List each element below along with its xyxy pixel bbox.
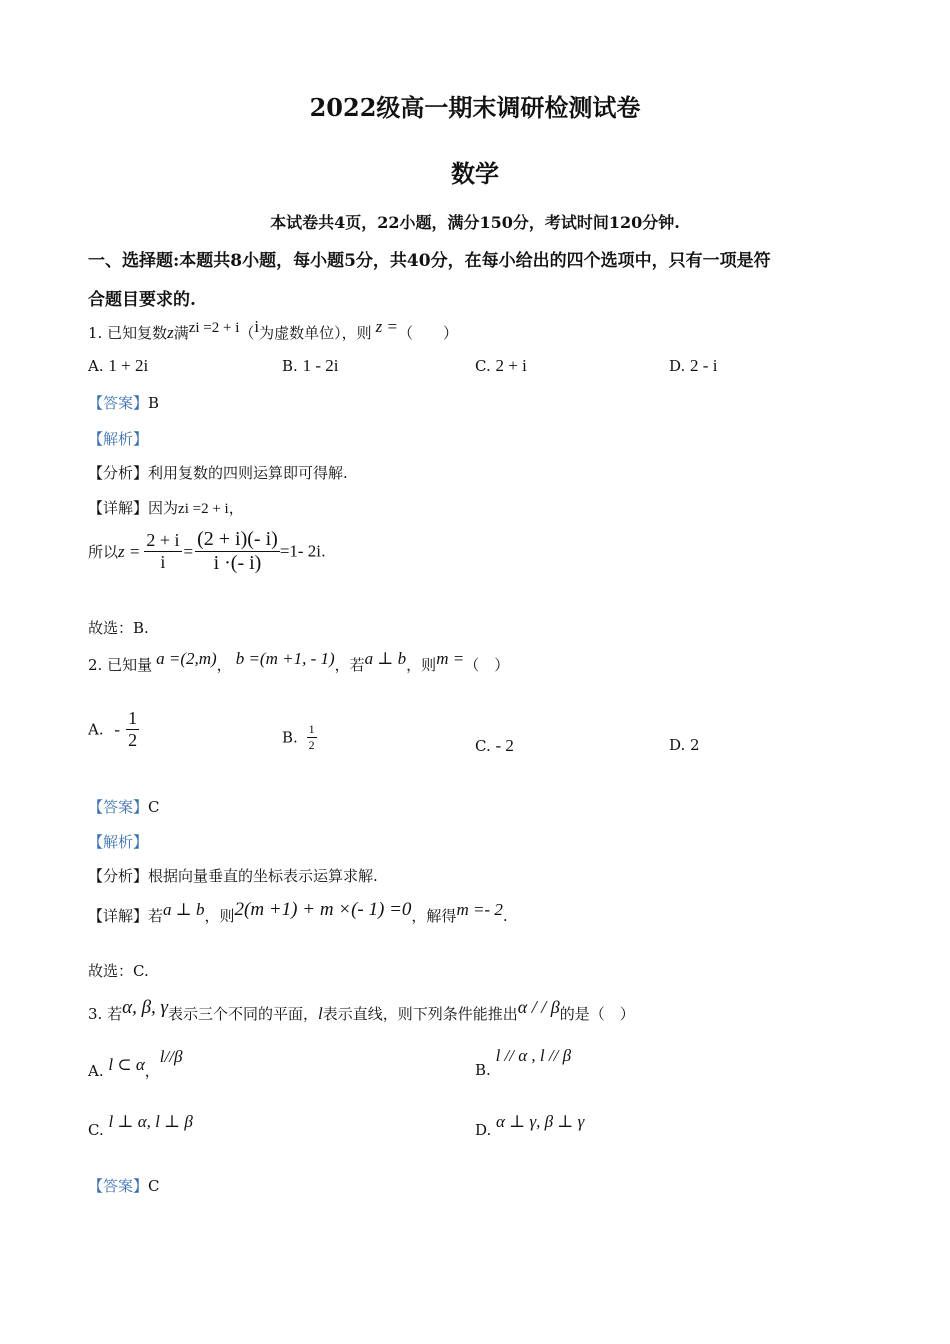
q3-stem-d: 的是（ ） <box>559 1005 635 1023</box>
q2-option-c <box>475 736 514 756</box>
q3-option-b <box>475 1046 572 1080</box>
q3-line-l: l <box>318 1004 323 1023</box>
q2-option-b-den: 2 <box>308 738 315 752</box>
q2-period: . <box>502 907 508 925</box>
q2-option-b <box>282 722 317 753</box>
q3-option-a <box>88 1047 183 1081</box>
q1-fraction-1-den: i <box>144 551 181 573</box>
q2-answer-tag: 【答案】 <box>88 798 149 816</box>
q3-option-c-value: l ⊥ α, l ⊥ β <box>108 1112 193 1131</box>
q1-solution-line <box>88 528 326 575</box>
q2-analysis-tag: 【解析】 <box>88 833 149 851</box>
q2-answer <box>88 796 160 817</box>
q2-option-c-label: C. <box>475 737 491 755</box>
q2-detail-c: ，解得 <box>411 907 457 925</box>
q2-detail-result: m =- 2 <box>456 900 503 919</box>
q2-comma: ， <box>216 656 232 674</box>
q1-eq-sign: = <box>183 541 194 561</box>
q1-fraction-2-den: i ·(- i) <box>195 551 280 575</box>
q1-equation: zi =2 + i <box>188 320 240 336</box>
q1-option-c-label: C. <box>475 357 491 375</box>
q2-fenxi-tag: 【分析】 <box>88 867 149 885</box>
q2-detail-perp: a ⊥ b <box>163 900 205 919</box>
q3-stem-c: 表示直线，则下列条件能推出 <box>322 1005 518 1023</box>
q2-stem-c: ，则 <box>406 656 437 674</box>
q1-fenxi-text: 利用复数的四则运算即可得解. <box>148 464 348 482</box>
q1-fenxi-tag: 【分析】 <box>88 464 149 482</box>
q1-answer-tag: 【答案】 <box>88 394 149 412</box>
q2-answer-value: C <box>148 798 160 816</box>
subject-title: 数学 <box>451 159 499 188</box>
q2-ask: m = <box>436 649 465 668</box>
q3-stem-a: 3. 若 <box>88 1005 123 1023</box>
q2-detail-eq: 2(m +1) + m ×(- 1) =0 <box>234 899 412 920</box>
q1-detail-b: ， <box>228 499 244 517</box>
q1-fraction-2-num: (2 + i)(- i) <box>197 528 278 550</box>
q1-fraction-1-num: 2 + i <box>146 530 180 550</box>
q2-stem <box>88 649 510 675</box>
q3-option-d-value: α ⊥ γ, β ⊥ γ <box>496 1112 585 1131</box>
q2-option-a-num: 1 <box>128 708 138 728</box>
q1-detail-a: 因为 <box>148 499 179 517</box>
q1-stem-b: 满 <box>173 324 189 342</box>
q1-option-d-label: D. <box>669 357 686 375</box>
q2-option-a-den: 2 <box>128 730 138 750</box>
q1-option-a-value: 1 + 2i <box>108 356 149 375</box>
q1-choose: 故选：B. <box>88 619 149 637</box>
q2-vector-a: a =(2,m) <box>156 649 217 668</box>
q2-detail-a: 若 <box>148 907 164 925</box>
q2-option-d <box>669 736 700 754</box>
q2-option-b-num: 1 <box>308 722 315 736</box>
q1-option-a <box>88 356 148 376</box>
q2-fenxi-text: 根据向量垂直的坐标表示运算求解. <box>148 867 378 885</box>
q3-option-b-value: l // α , l // β <box>495 1046 572 1065</box>
q3-option-a-part1: l ⊂ α <box>108 1055 145 1074</box>
q2-option-b-label: B. <box>282 728 298 747</box>
q2-stem-a: 2. 已知量 <box>88 656 153 674</box>
q2-perp: a ⊥ b <box>364 649 407 668</box>
exam-title: 2022级高一期末调研检测试卷 <box>309 93 641 122</box>
q3-answer <box>88 1175 160 1196</box>
q1-so-z: z = <box>118 541 141 561</box>
q1-option-b-value: 1 - 2i <box>302 356 339 375</box>
q3-conclusion: α / / β <box>517 997 560 1017</box>
q1-stem <box>88 317 459 343</box>
q1-stem-a: 1. 已知复数 <box>88 324 168 342</box>
q1-i-symbol: i <box>254 317 260 336</box>
q3-option-d <box>475 1112 585 1140</box>
section-heading-line2: 合题目要求的. <box>88 290 196 310</box>
q1-period: . <box>321 542 326 561</box>
q3-option-d-label: D. <box>475 1121 492 1139</box>
q1-var-z: z <box>167 323 174 342</box>
q3-option-c <box>88 1112 193 1140</box>
q1-option-b <box>282 356 338 376</box>
q2-detail-tag: 【详解】 <box>88 907 149 925</box>
q2-option-d-label: D. <box>669 736 686 754</box>
q3-answer-value: C <box>148 1177 160 1195</box>
q1-so-label: 所以 <box>88 543 119 561</box>
q1-detail-eq: zi =2 + i <box>178 501 229 517</box>
q3-answer-tag: 【答案】 <box>88 1177 149 1195</box>
q2-detail-b: ，则 <box>204 907 235 925</box>
q2-option-c-value: - 2 <box>495 736 514 755</box>
q2-stem-d: （ ） <box>464 656 510 674</box>
q3-option-a-comma: ， <box>144 1062 160 1080</box>
q1-option-c <box>475 356 527 376</box>
q1-option-a-label: A. <box>88 357 104 375</box>
q2-fenxi <box>88 865 378 886</box>
q1-detail-tag: 【详解】 <box>88 499 149 517</box>
q1-option-d-value: 2 - i <box>690 356 718 375</box>
q1-ask: z = <box>375 317 399 336</box>
q3-option-a-label: A. <box>88 1062 104 1080</box>
q1-option-d <box>669 356 717 376</box>
q2-option-d-value: 2 <box>690 736 700 754</box>
q2-detail <box>88 899 508 927</box>
q3-option-c-label: C. <box>88 1121 104 1139</box>
q1-analysis-tag: 【解析】 <box>88 430 149 448</box>
q1-option-b-label: B. <box>282 357 298 375</box>
q1-stem-d: 为虚数单位），则 <box>259 324 372 342</box>
q3-option-a-part2: l//β <box>159 1047 183 1066</box>
q1-fraction-2 <box>195 528 280 575</box>
q1-fraction-1 <box>144 530 181 573</box>
q1-stem-e: （ ） <box>398 324 459 342</box>
q2-option-a-sign: - <box>114 719 121 739</box>
q2-option-a <box>88 708 139 751</box>
q2-option-a-label: A. <box>88 720 104 739</box>
q2-choose: 故选：C. <box>88 962 149 980</box>
q3-stem-b: 表示三个不同的平面， <box>168 1005 319 1023</box>
q2-stem-b: ，若 <box>334 656 365 674</box>
q1-stem-c: （ <box>239 324 255 342</box>
exam-info: 本试卷共4页，22小题，满分150分，考试时间120分钟. <box>270 213 680 232</box>
q2-option-b-fraction <box>307 722 317 753</box>
q1-answer-value: B <box>148 394 160 412</box>
q3-option-b-label: B. <box>475 1061 491 1079</box>
q2-vector-b: b =(m +1, - 1) <box>235 649 335 668</box>
q2-option-a-fraction <box>126 708 139 751</box>
q1-answer <box>88 392 159 413</box>
q1-option-c-value: 2 + i <box>495 356 527 375</box>
section-heading-line1: 一、选择题:本题共8小题，每小题5分，共40分，在每小给出的四个选项中，只有一项是符 <box>88 251 771 271</box>
q1-result: =1- 2i <box>279 541 322 561</box>
q1-fenxi <box>88 462 348 483</box>
q1-detail <box>88 497 244 518</box>
q3-planes: α, β, γ <box>122 997 169 1018</box>
q3-stem <box>88 997 635 1025</box>
